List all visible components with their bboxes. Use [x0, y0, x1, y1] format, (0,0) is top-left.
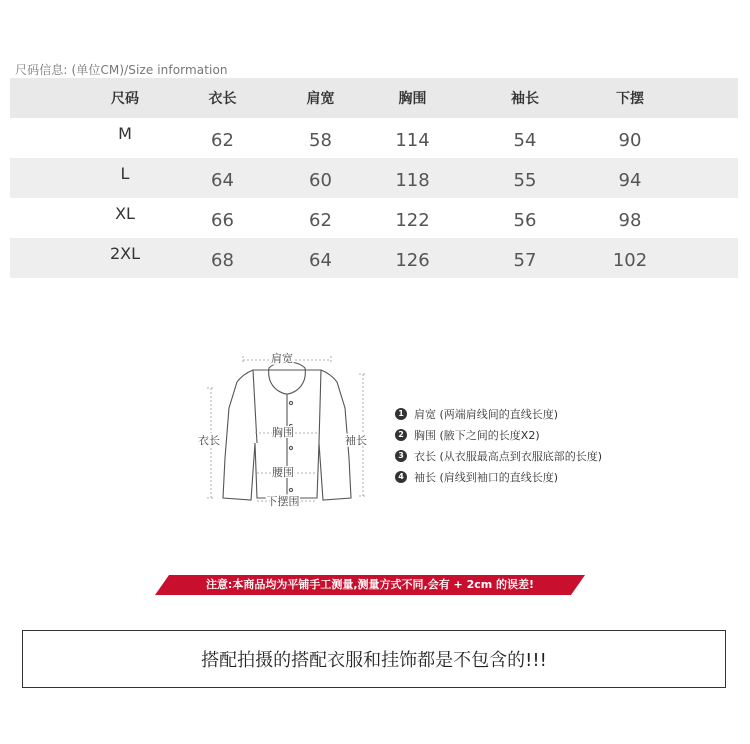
- chest-label: 胸围: [272, 426, 294, 439]
- sleeve-cell: 55: [513, 170, 537, 191]
- header-sleeve: 袖长: [511, 91, 539, 107]
- size-cell: 2XL: [109, 244, 141, 263]
- number-badge-icon: 1: [395, 408, 407, 420]
- sleeve-label: 袖长: [345, 434, 367, 447]
- legend-text: 袖长 (肩线到袖口的直线长度): [414, 470, 559, 484]
- length-label: 衣长: [198, 434, 220, 447]
- size-info-caption: 尺码信息: (单位CM)/Size information: [15, 63, 228, 77]
- legend-item: [395, 466, 602, 487]
- table-row: [10, 198, 738, 238]
- number-badge-icon: 4: [395, 471, 407, 483]
- header-chest: 胸围: [398, 91, 427, 107]
- size-cell: M: [118, 124, 132, 143]
- sleeve-cell: 57: [513, 250, 537, 271]
- chest-cell: 118: [395, 170, 430, 191]
- legend-text: 胸围 (腋下之间的长度X2): [414, 428, 540, 442]
- waist-label: 腰围: [272, 466, 294, 479]
- number-badge-icon: 2: [395, 429, 407, 441]
- size-table: [10, 78, 738, 278]
- shoulder-cell: 62: [309, 210, 332, 231]
- sleeve-cell: 54: [513, 130, 537, 151]
- length-cell: 64: [211, 170, 234, 191]
- banner-text: 注意:本商品均为平铺手工测量,测量方式不同,会有 + 2cm 的误差!: [205, 578, 535, 591]
- notice-text: 搭配拍摄的搭配衣服和挂饰都是不包含的!!!: [201, 650, 547, 671]
- measurement-diagram: [195, 348, 385, 513]
- legend-text: 衣长 (从衣服最高点到衣服底部的长度): [414, 449, 603, 463]
- table-header-row: [10, 78, 738, 118]
- table-row: [10, 238, 738, 278]
- hem-cell: 102: [612, 250, 648, 271]
- accessories-notice: [22, 630, 726, 688]
- shoulder-cell: 64: [309, 250, 332, 271]
- header-length: 衣长: [208, 91, 237, 107]
- hem-label: 下摆围: [266, 495, 300, 508]
- shoulder-cell: 58: [309, 130, 332, 151]
- header-size: 尺码: [111, 91, 139, 107]
- length-cell: 68: [211, 250, 234, 271]
- number-badge-icon: 3: [395, 450, 407, 462]
- shoulder-cell: 60: [309, 170, 332, 191]
- hem-cell: 94: [618, 170, 642, 191]
- size-cell: L: [120, 164, 130, 183]
- measurement-warning-banner: [155, 575, 585, 595]
- chest-cell: 122: [395, 210, 430, 231]
- legend-item: [395, 403, 602, 424]
- length-cell: 62: [211, 130, 234, 151]
- length-cell: 66: [211, 210, 234, 231]
- sleeve-cell: 56: [513, 210, 537, 231]
- chest-cell: 126: [395, 250, 430, 271]
- header-shoulder: 肩宽: [306, 91, 335, 107]
- legend-item: [395, 424, 602, 445]
- table-row: [10, 158, 738, 198]
- table-row: [10, 118, 738, 158]
- hem-cell: 98: [618, 210, 642, 231]
- hem-cell: 90: [618, 130, 642, 151]
- legend-item: [395, 445, 602, 466]
- shoulder-label: 肩宽: [271, 352, 293, 365]
- chest-cell: 114: [395, 130, 430, 151]
- measurement-legend: [395, 403, 602, 487]
- header-hem: 下摆: [616, 91, 644, 107]
- size-cell: XL: [115, 204, 135, 223]
- legend-text: 肩宽 (两端肩线间的直线长度): [414, 407, 559, 421]
